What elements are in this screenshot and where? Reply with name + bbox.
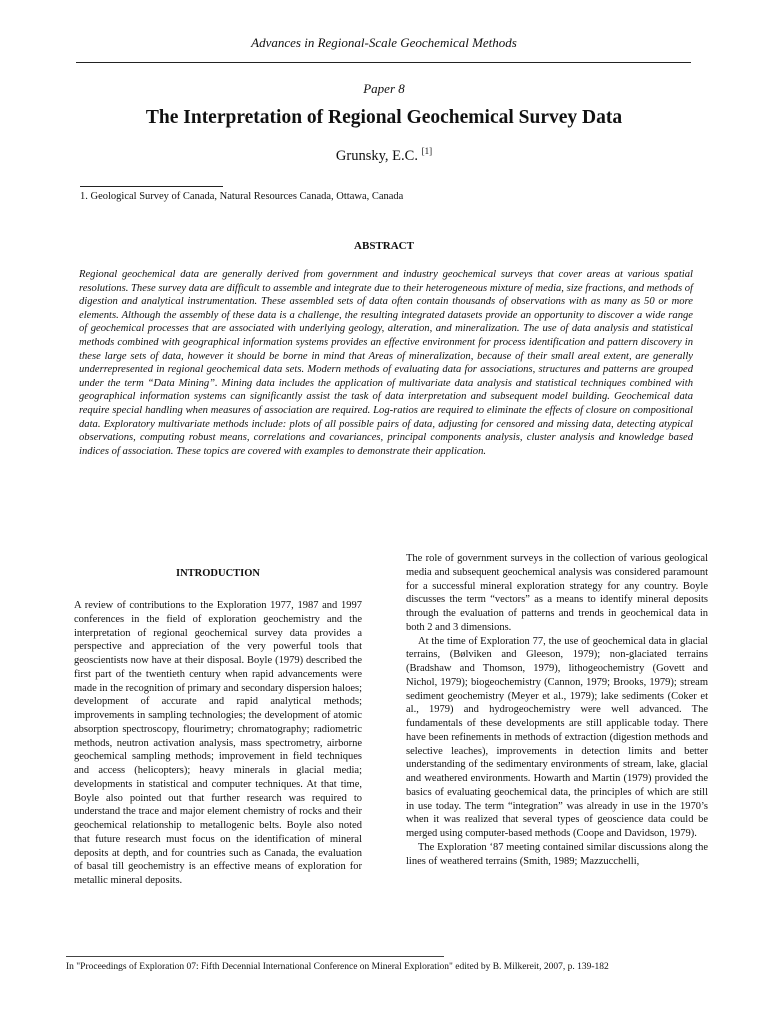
author-line [0, 146, 768, 165]
intro-paragraph-4: The Exploration ‘87 meeting contained similar discussions along the lines of weathered terrains (Smith, 1989; Mazzucchelli, [406, 841, 708, 867]
footer-rule [66, 956, 444, 957]
affiliation: 1. Geological Survey of Canada, Natural Resources Canada, Ottawa, Canada [80, 191, 404, 202]
author-footnote-ref: [1] [421, 146, 433, 156]
introduction-heading: INTRODUCTION [175, 568, 260, 579]
intro-paragraph-1: A review of contributions to the Exploration 1977, 1987 and 1997 conferences in the field of exploration geochemistry and the interpretation of regional geochemical survey data provides a perspective and appreciation of the very powerful tools that geoscientists now have at their disposal. Boyle (1979) described the first part of the twentieth century when rapid advancements were made in the recognition of primary and secondary dispersion haloes; development of accurate and rapid analytical methods; improvements in sampling technologies; the development of atomic absorption spectroscopy, flourimetry; chromatography; radiometric methods, neutron activation analysis, mass spectrometry, airborne geochemical sampling methods; improvement in field techniques and access (helicopters); heavy minerals in glacial media; developments in statistical and computer techniques. At that time, Boyle also pointed out that further research was required to understand the trace and major element chemistry of rocks and their geochemical relationship to metallogenic belts. Boyle also noted that future research must focus on the identification of mineral deposits at depth, and for countries such as Canada, the evaluation of basal till geochemistry is an effective means of exploration for metallic mineral deposits. [74, 600, 362, 886]
footer-citation: In "Proceedings of Exploration 07: Fifth Decennial International Conference on Mineral Exploration" edited by B. Milkereit, 2007, p. 139-182 [66, 962, 609, 972]
footnote-rule [80, 186, 223, 187]
intro-paragraph-2: The role of government surveys in the collection of various geological media and subsequent geochemical analysis was considered paramount for a successful mineral exploration strategy for any country. Boyle discusses the term “vectors” as a means to identify mineral deposits through the evaluation of patterns and trends in geochemical data in both 2 and 3 dimensions. [406, 553, 708, 633]
right-column [406, 552, 708, 868]
abstract-text: Regional geochemical data are generally derived from government and industry geochemical surveys that cover areas at various spatial resolutions. These survey data are difficult to assemble and integrate due to their heterogeneous mixture of media, size fractions, and methods of digestion and analytical instrumentation. These assembled sets of data often contain thousands of observations with as many as 50 or more elements. Although the assembly of these data is a challenge, the resulting integrated datasets provide an opportunity to discover a wide range of geochemical processes that are associated with underlying geology, alteration, and mineralization. The use of data analysis and statistical methods combined with geographical information systems provides an effective environment for process identification and pattern discovery in these large sets of data, however it should be borne in mind that Areas of mineralization, because of their small areal extent, are generally underrepresented in regional geochemical data sets. Modern methods of evaluating data for associations, structures and patterns are grouped under the term “Data Mining”. Mining data includes the application of multivariate data analysis and statistical techniques combined with geographical information systems can significantly assist the task of data interpretation and subsequent model building. Geochemical data require special handling when measures of association are required. Log-ratios are required to eliminate the effects of closure on compositional data. Exploratory multivariate methods include: plots of all possible pairs of data, adjusting for censored and missing data, detecting atypical observations, computing robust means, correlations and covariances, principal components analysis, cluster analysis and knowledge based indices of association. These topics are covered with examples to demonstrate their application. [79, 269, 693, 457]
left-column [74, 599, 362, 888]
paper-number: Paper 8 [363, 81, 405, 96]
running-header: Advances in Regional-Scale Geochemical Methods [251, 35, 517, 50]
intro-paragraph-3: At the time of Exploration 77, the use of geochemical data in glacial terrains, (Bølviken and Gleeson, 1979); non-glaciated terrains (Bradshaw and Thomson, 1979), lithogeochemistry (Govett and Nichol, 1979); biogeochemistry (Cannon, 1979; Brooks, 1979); stream sediment geochemistry (Meyer et al., 1979); lake sediments (Coker et al., 1979) and hydrogeochemistry were well advanced. The fundamentals of these developments are still applicable today. There have been refinements in methods of extraction (digestion methods and selective leaches), improvements in detection limits and better understanding of the sedimentary environments of stream, lake, glacial and weathered environments. Howarth and Martin (1979) provided the basics of evaluating geochemical data, the principles of which are still in use today. The term “integration” was already in use in the 1970’s when it was realized that several types of geoscience data could be merged using computer-based methods (Coope and Davidson, 1979). [406, 635, 708, 839]
header-rule [76, 62, 691, 63]
paper-title: The Interpretation of Regional Geochemical Survey Data [145, 107, 623, 128]
abstract-heading: ABSTRACT [354, 240, 414, 252]
author-name: Grunsky, E.C. [335, 147, 418, 164]
